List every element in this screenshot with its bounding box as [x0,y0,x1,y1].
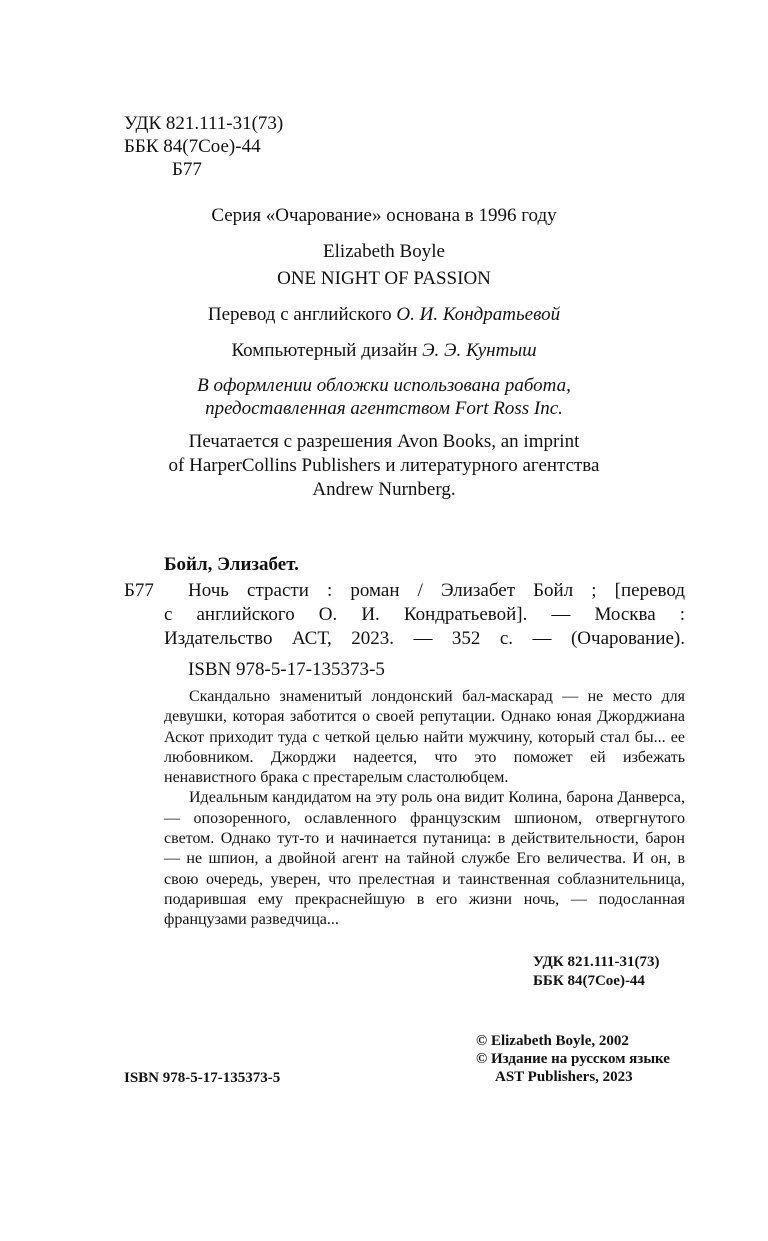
annotation [164,687,685,931]
permission-line2: of HarperCollins Publishers и литературного агентства [168,455,600,476]
cover-credit-line2: предоставленная агентством Fort Ross Inc. [205,398,563,419]
footer-isbn: ISBN 978-5-17-135373-5 [124,1070,281,1086]
annotation-paragraph: Скандально знаменитый лондонский бал-маскарад — не место для девушки, которая заботится о своей репутации. Однако юная Джорджиана Аскот приходит туда с четкой целью найти мужчину, который стал бы... ее любовником. Джорджи надеется, что это поможет ей избежать ненавистного брака с престарелым сластолюбцем. [164,688,685,787]
permission-line1: Печатается с разрешения Avon Books, an imprint [188,431,580,452]
bib-heading: Бойл, Элизабет. [164,554,299,575]
bib-line2: с английского О. И. Кондратьевой]. — Москва : [164,604,685,625]
copyright-author: © Elizabeth Boyle, 2002 [476,1033,629,1049]
copyright-publisher: AST Publishers, 2023 [495,1069,633,1085]
cover-credit-line1: В оформлении обложки использована работа, [197,375,571,396]
bib-mark: Б77 [124,580,154,601]
translation-credit [0,304,768,326]
series-line: Серия «Очарование» основана в 1996 году [211,205,557,226]
design-credit [0,340,768,362]
author-mark: Б77 [172,159,202,180]
bbk-code: ББК 84(7Сое)-44 [124,136,261,157]
designer-name: Э. Э. Кунтыш [422,340,537,361]
bib-isbn: ISBN 978-5-17-135373-5 [188,659,385,680]
annotation-bbk: ББК 84(7Сое)-44 [533,973,645,989]
translator-name: О. И. Кондратьевой [396,304,561,325]
annotation-paragraph: Идеальным кандидатом на эту роль она видит Колина, барона Данверса, — опозоренного, ославленного французским шпионом, отвергнутого светом. Однако тут-то и начинается путаница: в действительности, барон — не шпион, а двойной агент на тайной службе Его величества. И он, в свою очередь, уверен, что прелестная и таинственная соблазнительница, подарившая ему прекраснейшую в его жизни ночь, — подосланная французами разведчица... [164,789,685,929]
translation-prefix: Перевод с английского [207,304,397,325]
bib-line1: Ночь страсти : роман / Элизабет Бойл ; [перевод [188,580,685,601]
copyright-edition: © Издание на русском языке [476,1051,670,1067]
original-author: Elizabeth Boyle [323,241,445,262]
udk-code: УДК 821.111-31(73) [124,113,284,134]
design-prefix: Компьютерный дизайн [231,340,423,361]
permission-line3: Andrew Nurnberg. [312,479,456,500]
original-title: ONE NIGHT OF PASSION [277,268,491,289]
bib-line3: Издательство АСТ, 2023. — 352 с. — (Очарование). [164,628,685,649]
annotation-udk: УДК 821.111-31(73) [533,954,660,970]
